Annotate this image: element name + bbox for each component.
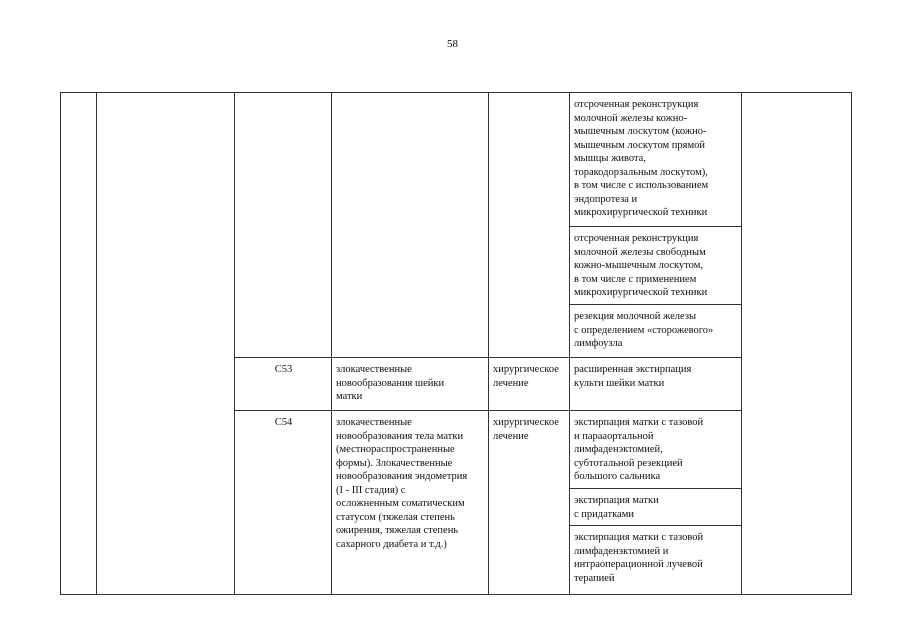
method-cell [570, 305, 742, 358]
col-number-cell [61, 93, 97, 595]
method-cell [570, 411, 742, 489]
text-line: экстирпация матки [574, 495, 659, 506]
col-price-cell [742, 93, 852, 595]
diagnosis-cell [332, 411, 489, 595]
text-line: новообразования эндометрия [336, 471, 468, 482]
method-cell [570, 526, 742, 595]
text-line: отсроченная реконструкция [574, 99, 699, 110]
text-line: резекция молочной железы [574, 311, 697, 322]
text-line: новообразования шейки [336, 377, 445, 389]
text-line: ожирения, тяжелая степень [336, 525, 459, 536]
code-cell: С54 [235, 411, 332, 595]
text-line: микрохирургической техники [574, 207, 708, 218]
text-line: субтотальной резекцией [574, 457, 683, 469]
text-line: хирургическое [493, 364, 559, 375]
text-line: терапией [574, 572, 615, 584]
text-line: в том числе с применением [574, 273, 697, 285]
medical-procedures-table [60, 92, 852, 595]
method-cell [570, 358, 742, 411]
text-line: эндопротеза и [574, 193, 638, 205]
text-line: сахарного диабета и т.д.) [336, 538, 447, 550]
text-line: хирургическое [493, 417, 559, 428]
text-line: (местнораспространенные [336, 444, 455, 455]
text-line: лечение [493, 377, 529, 389]
text-line: статусом (тяжелая степень [336, 511, 455, 523]
text-line: осложненным соматическим [336, 498, 465, 509]
text-line: с придатками [574, 508, 634, 520]
text-line: торакодорзальным лоскутом), [574, 166, 708, 178]
text-line: (I - III стадия) с [336, 484, 406, 496]
text-line: лимфаденэктомией и [574, 545, 669, 557]
text-line: в том числе с использованием [574, 180, 709, 191]
col-profile-cell [97, 93, 235, 595]
text-line: молочной железы кожно- [574, 112, 688, 124]
text-line: новообразования тела матки [336, 430, 464, 442]
diagnosis-cell [332, 358, 489, 411]
text-line: интраоперационной лучевой [574, 559, 703, 570]
text-line: и парааортальной [574, 430, 654, 442]
text-line: расширенная экстирпация [574, 364, 692, 375]
text-line: формы). Злокачественные [336, 457, 453, 469]
text-line: злокачественные [336, 417, 412, 428]
text-line: культи шейки матки [574, 377, 665, 389]
code-cell-empty [235, 93, 332, 358]
text-line: молочной железы свободным [574, 246, 706, 258]
method-cell [570, 93, 742, 227]
method-cell [570, 227, 742, 305]
text-line: кожно-мышечным лоскутом, [574, 260, 703, 271]
table-row [61, 93, 852, 227]
method-cell [570, 489, 742, 526]
text-line: мышцы живота, [574, 153, 646, 164]
text-line: с определением «сторожевого» [574, 324, 714, 336]
diagnosis-cell-empty [332, 93, 489, 358]
text-line: микрохирургической техники [574, 287, 708, 298]
text-line: экстирпация матки с тазовой [574, 417, 704, 428]
text-line: отсроченная реконструкция [574, 233, 699, 244]
treatment-cell [489, 411, 570, 595]
text-line: большого сальника [574, 471, 661, 482]
text-line: матки [336, 391, 363, 402]
text-line: мышечным лоскутом (кожно- [574, 126, 707, 137]
treatment-cell-empty [489, 93, 570, 358]
text-line: лимфоузла [574, 338, 623, 349]
text-line: мышечным лоскутом прямой [574, 139, 706, 151]
text-line: экстирпация матки с тазовой [574, 532, 704, 543]
page-number: 58 [447, 38, 458, 50]
treatment-cell [489, 358, 570, 411]
text-line: лимфаденэктомией, [574, 444, 663, 455]
text-line: лечение [493, 430, 529, 442]
text-line: злокачественные [336, 364, 412, 375]
code-cell: С53 [235, 358, 332, 411]
